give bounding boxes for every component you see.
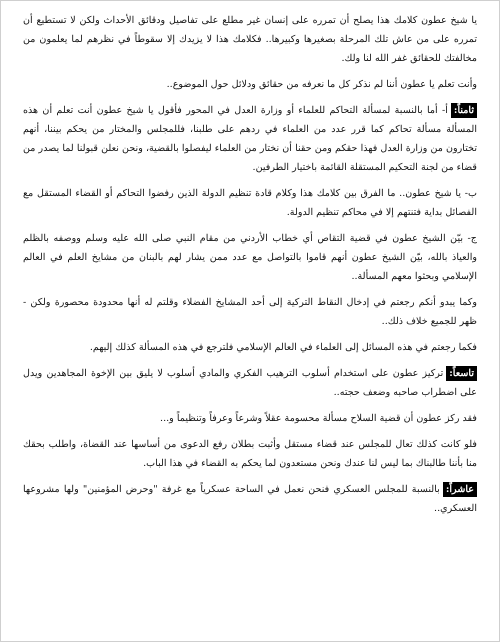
paragraph-6 bbox=[23, 293, 477, 331]
paragraph-text: بالنسبة للمجلس العسكري فنحن نعمل في الساحة عسكرياً مع غرفة "وحرض المؤمنين" ولها مشروعها العسكري.. bbox=[23, 484, 477, 514]
section-tag: تاسعاً: bbox=[446, 366, 477, 381]
paragraph-text: وأنت تعلم يا عطون أننا لم نذكر كل ما نعرفه من حقائق ودلائل حول الموضوع.. bbox=[166, 79, 477, 90]
paragraph-4 bbox=[23, 184, 477, 222]
paragraph-9 bbox=[23, 409, 477, 428]
paragraph-3 bbox=[23, 101, 477, 177]
section-tag: عاشراً: bbox=[443, 482, 477, 497]
paragraph-text: فقد ركز عطون أن قضية السلاح مسألة محسومة عقلاً وشرعاً وعرفاً وتنظيماً و... bbox=[160, 413, 477, 424]
paragraph-10 bbox=[23, 435, 477, 473]
paragraph-7 bbox=[23, 338, 477, 357]
paragraph-1 bbox=[23, 11, 477, 68]
paragraph-text: يا شيخ عطون كلامك هذا يصلح أن تمرره على إنسان غير مطلع على تفاصيل ودقائق الأحداث ولكن لا تستطيع أن تمرره على من عاش تلك المرحلة بصغيرها وكبيرها.. فكلامك هذا لا يزيدك إلا سقوطاً في نظرهم لما يعلمون من مخالفتك للحقائق غفر الله لنا ولك. bbox=[23, 15, 477, 64]
paragraph-11 bbox=[23, 480, 477, 518]
paragraph-2 bbox=[23, 75, 477, 94]
paragraph-text: ج- بيّن الشيخ عطون في قضية التقاص أي خطاب الأردني من مقام النبي صلى الله عليه وسلم ووصفه بالظلم والعياذ بالله، بيّن الشيخ عطون أنهم قاموا بالتواصل مع عدد ممن يشار لهم بالبنان من مشايخ العلم في العالم الإسلامي وبحثوا معهم المسألة.. bbox=[23, 233, 477, 282]
paragraph-text: فلو كانت كذلك تعال للمجلس عند قضاء مستقل وأثبت بطلان رفع الدعوى من أساسها عند القضاة، واطلب بحقك منا بأننا طالبناك بما ليس لنا عندك ونحن مستعدون لما يحكم به القضاء في هذا الباب. bbox=[23, 439, 477, 469]
paragraph-8 bbox=[23, 364, 477, 402]
paragraph-text: تركيز عطون على استخدام أسلوب الترهيب الفكري والمادي أسلوب لا يليق بين الإخوة المجاهدين ويدل على اضطراب صاحبه وضعف حجته.. bbox=[23, 368, 477, 398]
section-tag: ثامناً: bbox=[451, 103, 477, 118]
paragraph-text: وكما يبدو أنكم رجعتم في إدخال النقاط التركية إلى أحد المشايخ الفضلاء وقلتم له أنها محدودة محصورة ولكن - ظهر للجميع خلاف ذلك.. bbox=[23, 297, 477, 327]
paragraph-5 bbox=[23, 229, 477, 286]
paragraph-text: أ- أما بالنسبة لمسألة التحاكم للعلماء أو وزارة العدل في المحور فأقول يا شيخ عطون أنت تعلم أن هذه المسألة مسألة تحاكم كما قرر عدد من العلماء في ردهم على طلبنا، فللمجلس والمختار من يحكم بيننا، أنهم تختارون من وزارة العدل فهذا حقكم ومن حقنا أن نختار من العلماء ليفصلوا بالقضية، ونحن نعلن قبولنا لما يصدر من قضاء من لجنة التحكيم المستقلة القائمة باختيار الطرفين. bbox=[23, 105, 477, 173]
paragraph-text: ب- يا شيخ عطون.. ما الفرق بين كلامك هذا وكلام قادة تنظيم الدولة الذين رفضوا التحاكم أو القضاء المستقل مع الفصائل بداية فتنتهم إلا في محاكم تنظيم الدولة. bbox=[23, 188, 477, 218]
paragraph-text: فكما رجعتم في هذه المسائل إلى العلماء في العالم الإسلامي فلترجع في هذه المسألة كذلك إليهم. bbox=[89, 342, 477, 353]
